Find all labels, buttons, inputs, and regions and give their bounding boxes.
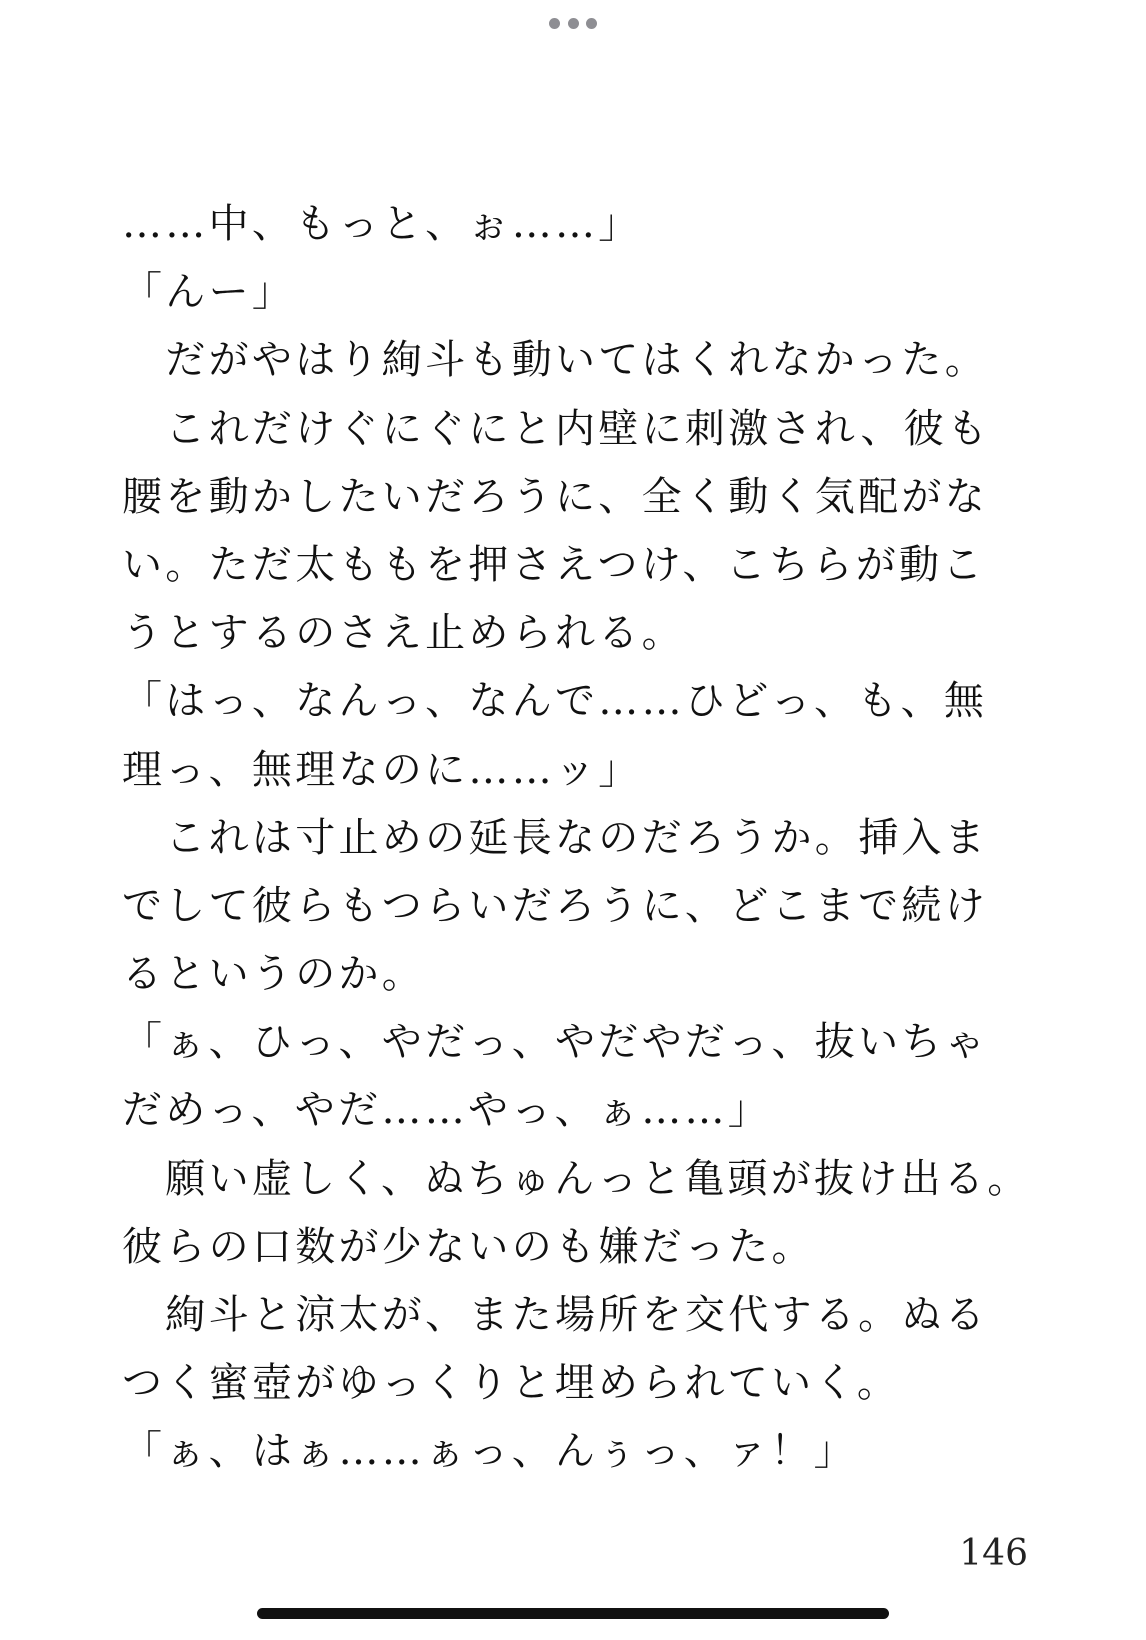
more-dots-icon[interactable]	[549, 16, 597, 30]
text-line: 「はっ、なんっ、なんで……ひどっ、も、無	[122, 678, 988, 725]
text-line: 彼らの口数が少ないのも嫌だった。	[122, 1223, 815, 1270]
text-line: 「ぁ、ひっ、やだっ、やだやだっ、抜いちゃ	[122, 1019, 988, 1066]
text-line: 理っ、無理なのに……ッ」	[122, 746, 642, 793]
text-line: 腰を動かしたいだろうに、全く動く気配がな	[122, 473, 988, 520]
dot-icon	[568, 18, 579, 29]
text-line: だがやはり絢斗も動いてはくれなかった。	[122, 337, 988, 384]
text-line: 絢斗と涼太が、また場所を交代する。ぬる	[122, 1292, 988, 1338]
text-line: これだけぐにぐにと内壁に刺激され、彼も	[122, 405, 991, 452]
home-indicator[interactable]	[257, 1608, 889, 1619]
reader-text	[122, 190, 1062, 1486]
dot-icon	[586, 18, 597, 29]
text-line: ……中、もっと、ぉ……」	[122, 201, 642, 247]
text-line: だめっ、やだ……やっ、ぁ……」	[122, 1087, 772, 1134]
text-line: い。ただ太ももを押さえつけ、こちらが動こ	[122, 541, 986, 588]
text-line: 「ぁ、はぁ……ぁっ、んぅっ、ァ！」	[122, 1428, 857, 1475]
text-line: でして彼らもつらいだろうに、どこまで続け	[122, 882, 988, 929]
dot-icon	[549, 18, 560, 29]
text-line: つく蜜壺がゆっくりと埋められていく。	[122, 1360, 901, 1407]
text-line: 「んー」	[122, 269, 296, 316]
page-number: 146	[959, 1533, 1028, 1574]
text-line: これは寸止めの延長なのだろうか。挿入ま	[122, 814, 988, 861]
text-line: うとするのさえ止められる。	[122, 610, 685, 657]
text-line: 願い虚しく、ぬちゅんっと亀頭が抜け出る。	[122, 1155, 1031, 1202]
text-line: るというのか。	[122, 951, 426, 998]
